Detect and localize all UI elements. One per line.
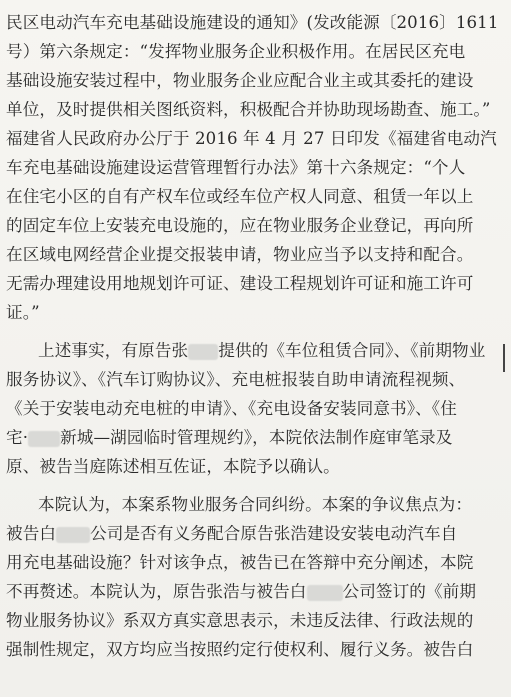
text-line: 服务协议》、《汽车订购协议》、充电桩报装自助申请流程视频、 — [6, 370, 466, 389]
text-line: 福建省人民政府办公厅于 2016 年 4 月 27 日印发《福建省电动汽 — [6, 129, 497, 148]
text-segment: 上述事实，有原告张 — [38, 341, 189, 360]
text-segment: 不再赘述。本院认为，原告张浩与被告白 — [6, 582, 307, 601]
text-line: 的固定车位上安装充电设施的，应在物业服务企业登记，再向所 — [6, 216, 474, 235]
redacted-name — [56, 527, 90, 543]
text-line: 在区域电网经营企业提交报装申请，物业应当予以支持和配合。 — [6, 245, 474, 264]
text-line — [6, 425, 506, 451]
text-line: 在住宅小区的自有产权车位或经车位产权人同意、租赁一年以上 — [6, 187, 474, 206]
text-segment: 被告白 — [6, 524, 57, 543]
text-line: 证。” — [6, 303, 40, 322]
text-line — [38, 338, 506, 364]
text-line — [6, 579, 506, 605]
text-line: 车充电基础设施建设运营管理暂行办法》第十六条规定：“个人 — [6, 158, 466, 177]
text-line: 物业服务协议》系双方真实意思表示，未违反法律、行政法规的 — [6, 611, 474, 630]
redacted-name — [28, 431, 60, 447]
text-segment: 提供的《车位租赁合同》、《前期物业 — [218, 341, 486, 360]
text-segment: 公司签订的《前期 — [342, 582, 477, 601]
text-line: 号）第六条规定：“发挥物业服务企业积极作用。在居民区充电 — [6, 42, 466, 61]
text-segment: 新城—湖园临时管理规约》，本院依法制作庭审笔录及 — [60, 428, 453, 447]
text-line: 无需办理建设用地规划许可证、建设工程规划许可证和施工许可 — [6, 274, 474, 293]
text-line: 基础设施安装过程中，物业服务企业应配合业主或其委托的建设 — [6, 71, 474, 90]
redacted-name — [188, 344, 218, 360]
text-line: 强制性规定，双方均应当按照约定行使权利、履行义务。被告白 — [6, 640, 474, 659]
text-line — [6, 521, 506, 547]
redacted-name — [307, 585, 343, 601]
text-line: 单位，及时提供相关图纸资料，积极配合并协助现场勘查、施工。” — [6, 100, 491, 119]
text-line: 原、被告当庭陈述相互佐证，本院予以确认。 — [6, 457, 340, 476]
text-line: 《关于安装电动充电桩的申请》、《充电设备安装同意书》、《住 — [6, 399, 457, 418]
text-line: 民区电动汽车充电基础设施建设的通知》(发改能源〔2016〕1611 — [6, 13, 499, 32]
text-line: 用充电基础设施？针对该争点，被告已在答辩中充分阐述，本院 — [6, 553, 474, 572]
text-segment: 宅· — [6, 428, 29, 447]
text-line: 本院认为，本案系物业服务合同纠纷。本案的争议焦点为： — [38, 495, 473, 514]
text-segment: 公司是否有义务配合原告张浩建设安装电动汽车自 — [90, 524, 458, 543]
